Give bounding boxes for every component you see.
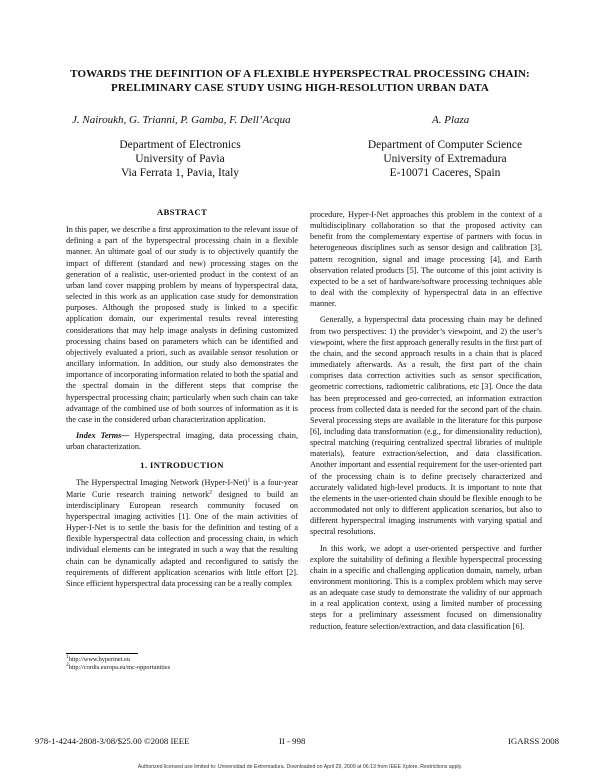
footnote-ref-1: 1 [247, 477, 251, 484]
footnote-ref-2: 2 [209, 488, 213, 495]
left-column [66, 207, 298, 594]
footer-conference: IGARSS 2008 [508, 736, 560, 746]
intro-text-c: designed to build an interdisciplinary European research community focused on hyperspectral imaging activities [1]. One of the main activities of Hyper-I-Net is to settle the basis for the definition and testing of a flexible hyperspectral data collection and processing chain, in which individual elements can be integrated in such a way that the resulting chain can be dynamically adapted and reconfigured to satisfy the requirements of different application scenarios with little effort [2]. Since efficient hyperspectral data processing can be a really complex [66, 489, 298, 588]
affiliation-left-univ: University of Pavia [135, 153, 225, 165]
footnotes [66, 653, 298, 673]
right-paragraph-1: procedure, Hyper-I-Net approaches this problem in the context of a multidisciplinary collaboration so that the proposed activity can benefit from the complementary expertise of partners with focus in heterogeneous disciplines such as sensor design and calibration [3], pattern recognition, signal and image processing [4], and Earth observation related products [5]. The outcome of this joint activity is expected to be a set of hardware/software processing techniques able to deal with the complexity of hyperspectral data in an effective manner. [310, 210, 542, 309]
right-column [310, 209, 542, 637]
footer-copyright: 978-1-4244-2808-3/08/$25.00 ©2008 IEEE [35, 736, 190, 746]
affiliation-left [90, 138, 270, 180]
affiliation-right-dept: Department of Computer Science [367, 139, 523, 151]
title-line-1: TOWARDS THE DEFINITION OF A FLEXIBLE HYPERSPECTRAL PROCESSING CHAIN: [70, 68, 530, 80]
introduction-heading: 1. INTRODUCTION [140, 460, 224, 471]
affiliation-right-univ: University of Extremadura [383, 153, 507, 165]
authors-left: J. Nairoukh, G. Trianni, P. Gamba, F. Dell’Acqua [72, 114, 291, 126]
paper-title [40, 67, 560, 95]
introduction-paragraph [66, 477, 298, 589]
affiliation-right-address: E-10071 Caceres, Spain [389, 167, 501, 179]
license-notice: Authorized licensed use limited to: Universidad de Extremadura. Downloaded on April 29, 2009 at 06:13 from IEEE Xplore. Restrictions apply. [137, 764, 463, 770]
footnote-2: $^2$http://cordis.europa.eu/mc-opportunities [66, 662, 171, 672]
footnote-1: $^1$http://www.hyperinet.eu [66, 653, 130, 663]
abstract-heading: ABSTRACT [156, 207, 208, 217]
footnote-1-url[interactable]: http://www.hyperinet.eu [68, 656, 130, 663]
abstract-text: In this paper, we describe a first approximation to the relevant issue of defining a part of the hyperspectral processing chain in a flexible manner. An ultimate goal of our study is to objectively quantify the impact of different (standard and new) processing stages on the generation of a realistic, user-oriented product in the context of an urban land cover mapping problem by means of hyperspectral data, selected in this work as an application case study for demonstration purposes. Although the proposed study is linked to a specific application domain, our experimental results reveal interesting considerations that may help image analysts in defining customized processing chains based on parameters which can be identified and objectively evaluated a priori, such as available sensor resolution or ancillary information. In addition, our study also demonstrates the importance of incorporating information related to both the spatial and the spectral domain in the different steps that comprise the hyperspectral processing chain; particularly when such chain can take advantage of the combined use of both sources of information as it is the case in the considered urban characterization application. [66, 225, 298, 424]
affiliation-right [355, 138, 535, 180]
footnote-rule [66, 653, 138, 654]
right-paragraph-2: Generally, a hyperspectral data processing chain may be defined from two perspectives: 1) the provider’s viewpoint, and 2) the user’s viewpoint, where the first approach generally results in the first part of the chain, and the second approach results in a chain that is placed immediately afterwards. As a result, the first part of the chain comprises data correction activities such as sensor specification, geometric corrections, radiometric calibrations, etc [3]. Once the data has been preprocessed and geo-corrected, an information extraction process from collected data is needed for the second part of the chain. Several processing steps are available in the literature for this purpose [6], including data transformation (e.g., for dimensionality reduction), spectral matching (requiring centralized spectral libraries of multiple materials), feature extraction/selection, and data classification. Another important and essential requirement for the user-oriented part of the processing chain is to define precisely characterized and accurately validated high-level products. It is important to note that the elements in the user-oriented chain should be flexible enough to be accommodated not only to different application scenarios, but also to different hyperspectral imaging instruments with varying spatial and spectral resolutions. [310, 315, 542, 537]
index-terms-label: Index Terms— [76, 430, 130, 440]
footnote-2-url[interactable]: http://cordis.europa.eu/mc-opportunities [68, 664, 171, 672]
intro-text-b: is a four-year Marie Curie research training network [66, 478, 298, 499]
affiliation-left-address: Via Ferrata 1, Pavia, Italy [120, 167, 240, 179]
affiliation-left-dept: Department of Electronics [119, 139, 241, 151]
title-line-2: PRELIMINARY CASE STUDY USING HIGH-RESOLUTION URBAN DATA [111, 82, 489, 94]
intro-text-a: The Hyperspectral Imaging Network (Hyper-I-Net) [76, 478, 248, 488]
index-terms-text: Hyperspectral imaging, data processing chain, urban characterization. [66, 430, 298, 452]
footer-page-number: II - 998 [279, 736, 306, 746]
index-terms [66, 430, 298, 452]
right-paragraph-3: In this work, we adopt a user-oriented perspective and further explore the suitability of defining a flexible hyperspectral processing chain in a specific and challenging application domain, namely, urban environment monitoring. This is a complex problem which may serve as an adequate case study to demonstrate the validity of our approach in a real application context, using a limited number of processing steps for a preliminary assessment focused on dimensionality reduction, feature selection/extraction, and data classification [6]. [310, 543, 542, 631]
authors-right: A. Plaza [432, 114, 470, 126]
